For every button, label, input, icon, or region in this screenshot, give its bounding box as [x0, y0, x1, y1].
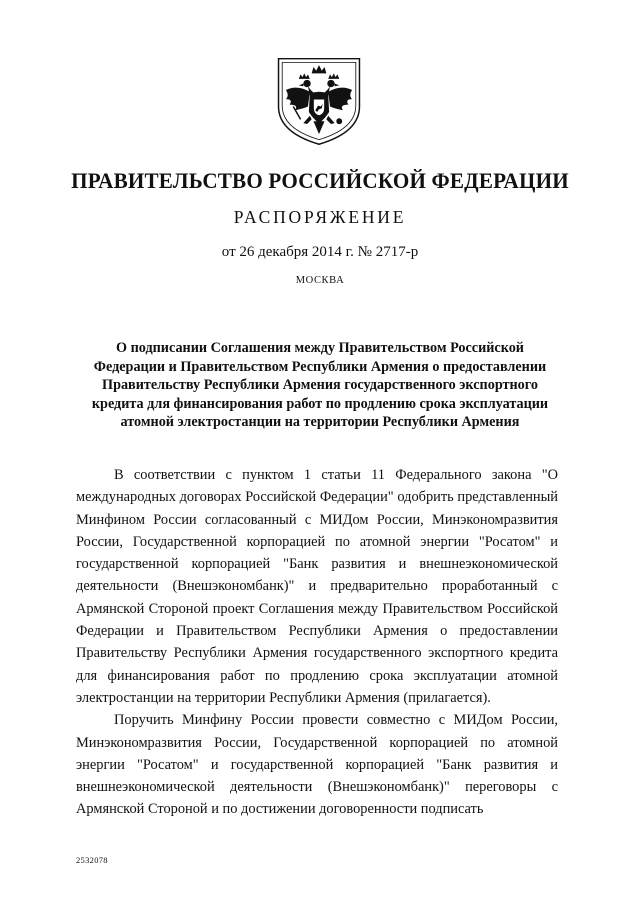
state-emblem-icon [273, 55, 365, 147]
document-type: РАСПОРЯЖЕНИЕ [233, 207, 407, 227]
paragraph: В соответствии с пунктом 1 статьи 11 Федерального закона "О международных договорах Российской Федерации" одобрить представленный Минфином России согласованный с МИДом России, Минэкономразвития России, Государственной корпорацией по атомной энергии "Росатом" и государственной корпорацией "Банк развития и внешнеэкономической деятельности (Внешэкономбанк)" и предварительно проработанный с Армянской Стороной проект Соглашения между Правительством Российской Федерации и Правительством Республики Армения о предоставлении Правительству Республики Армения государственного экспортного кредита для финансирования работ по продлению срока эксплуатации атомной электростанции на территории Республики Армения (прилагается). [76, 467, 558, 706]
paragraph: Поручить Минфину России провести совместно с МИДом России, Минэкономразвития России, Государственной корпорацией по атомной энергии "Росатом" и государственной корпорацией "Банк развития и внешнеэкономической деятельности (Внешэкономбанк)" переговоры с Армянской Стороной и по достижении договоренности подписать [76, 712, 558, 818]
government-title: ПРАВИТЕЛЬСТВО РОССИЙСКОЙ ФЕДЕРАЦИИ [71, 168, 569, 193]
document-subject: О подписании Соглашения между Правительством Российской Федерации и Правительством Республики Армения о предоставлении Правительству Республики Армения государственного экспортного кредита для финансирования работ по продлению срока эксплуатации атомной электростанции на территории Республики Армения [91, 340, 549, 430]
body-text [76, 464, 558, 821]
document-code: 2532078 [76, 855, 108, 865]
date-and-number: от 26 декабря 2014 г. № 2717-р [221, 244, 419, 260]
city-name: МОСКВА [295, 275, 345, 286]
